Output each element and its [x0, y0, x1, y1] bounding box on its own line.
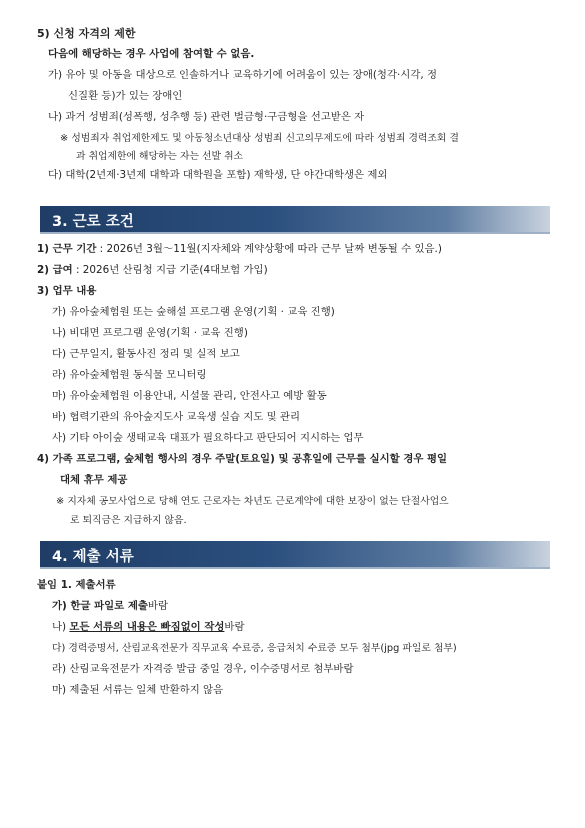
- duty-item: 라) 유아숲체험원 동식물 모니터링: [52, 369, 207, 381]
- duty-item: 마) 유아숲체험원 이용안내, 시설물 관리, 안전사고 예방 활동: [52, 390, 327, 402]
- duty-item: 가) 유아숲체험원 또는 숲해설 프로그램 운영(기획 · 교육 진행): [52, 306, 335, 318]
- duty-item: 나) 비대면 프로그램 운영(기획 · 교육 진행): [52, 327, 248, 339]
- section-4-header: [40, 541, 550, 569]
- section-4-title: 4. 제출 서류: [52, 549, 134, 565]
- section-3-title: 3. 근로 조건: [52, 214, 134, 230]
- sec5-item-na: 나) 과거 성범죄(성폭행, 성추행 등) 관련 벌금형·구금형을 선고받은 자: [48, 111, 365, 123]
- sec5-title: 5) 신청 자격의 제한: [37, 27, 136, 40]
- weekend-work-1: 4) 가족 프로그램, 숲체험 행사의 경우 주말(토요일) 및 공휴일에 근무를 실시할 경우 평일: [37, 453, 448, 465]
- duty-item: 사) 기타 아이숲 생태교육 대표가 필요하다고 판단되어 지시하는 업무: [52, 432, 364, 444]
- submit-item-na-rest: 바람: [224, 621, 245, 633]
- weekend-work-2: 대체 휴무 제공: [60, 474, 128, 486]
- sec3-note-1: ※ 지자체 공모사업으로 당해 연도 근로자는 차년도 근로계약에 대한 보장이 없는 단절사업으: [56, 496, 449, 507]
- submit-item-da: 다) 경력증명서, 산림교육전문가 직무교육 수료증, 응급처치 수료증 모두 첨부(jpg 파일로 첨부): [52, 643, 457, 654]
- submit-item-na-prefix: 나): [52, 621, 70, 633]
- work-period: [37, 243, 442, 256]
- work-period-label: 1) 근무 기간: [37, 243, 97, 255]
- submit-item-ga-rest: 바람: [147, 600, 168, 612]
- salary-label: 2) 급여: [37, 264, 73, 276]
- sec5-item-da: 다) 대학(2년제·3년제 대학과 대학원을 포함) 재학생, 단 야간대학생은 제외: [48, 169, 388, 181]
- sec5-item-ga-1: 가) 유아 및 아동을 대상으로 인솔하거나 교육하기에 어려움이 있는 장애(청각·시각, 정: [48, 69, 438, 81]
- salary-text: : 2026년 산림청 지급 기준(4대보험 가입): [72, 264, 268, 276]
- duties-label: 3) 업무 내용: [37, 285, 97, 297]
- submit-item-ma: 마) 제출된 서류는 일체 반환하지 않음: [52, 684, 224, 696]
- submit-item-ra: 라) 산림교육전문가 자격증 발급 중일 경우, 이수증명서로 첨부바람: [52, 663, 354, 675]
- sec5-note-1: ※ 성범죄자 취업제한제도 및 아동청소년대상 성범죄 신고의무제도에 따라 성범죄 경력조회 결: [60, 133, 459, 144]
- duty-item: 바) 협력기관의 유아숲지도사 교육생 실습 지도 및 관리: [52, 411, 300, 423]
- salary: [37, 264, 268, 277]
- submit-item-ga: [52, 600, 168, 613]
- submit-item-na: [52, 621, 244, 634]
- attachment-label: 붙임 1. 제출서류: [37, 579, 116, 591]
- sec5-intro: 다음에 해당하는 경우 사업에 참여할 수 없음.: [48, 48, 255, 60]
- submit-item-ga-bold: 가) 한글 파일로 제출: [52, 600, 148, 612]
- sec5-note-2: 과 취업제한에 해당하는 자는 선발 취소: [76, 151, 243, 162]
- sec3-note-2: 로 퇴직금은 지급하지 않음.: [70, 515, 187, 526]
- submit-item-na-bold: 모든 서류의 내용은 빠짐없이 작성: [69, 621, 225, 633]
- sec5-item-ga-2: 신질환 등)가 있는 장애인: [68, 90, 183, 102]
- section-3-header: [40, 206, 550, 234]
- duty-item: 다) 근무일지, 활동사진 정리 및 실적 보고: [52, 348, 240, 360]
- work-period-text: : 2026년 3월～11월(지자체와 계약상황에 따라 근무 날짜 변동될 수 있음.): [96, 243, 442, 255]
